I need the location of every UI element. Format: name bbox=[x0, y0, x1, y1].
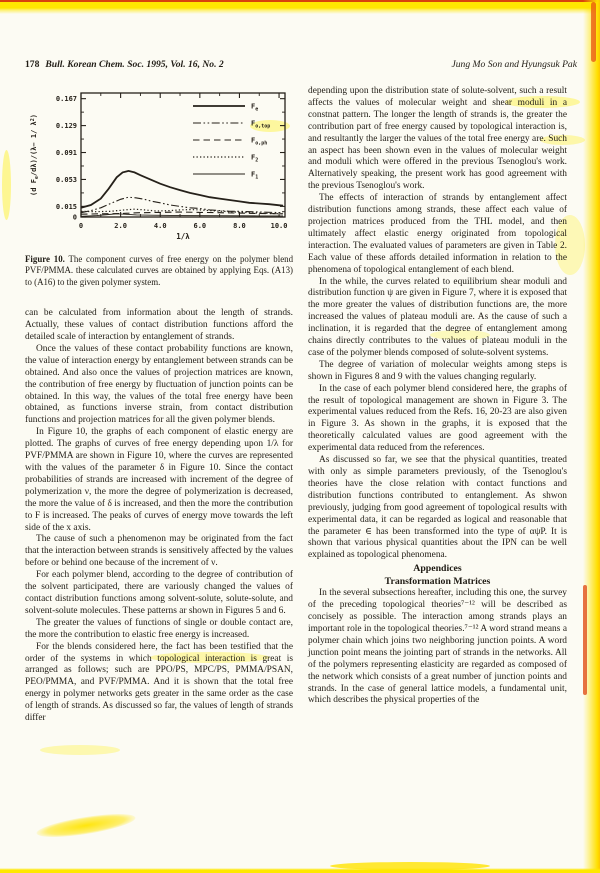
paragraph: In the several subsections hereafter, including this one, the survey of the preceding topological theories⁷⁻¹² will be described as concisely as possible. The interaction among strands plays an important role in the topological theories.⁷⁻¹² A word strand means a polymer chain which joins two neighboring junction points. A word junction point means the jointing part of strands in the networks. All of the polymers representing elasticity are regarded as composed of the network which consists of a great number of junction points and strands. In the case of general lattice models, a fundamental unit, which describes the physical properties of the bbox=[308, 588, 567, 706]
paragraph: In Figure 10, the graphs of each component of elastic energy are plotted. The graphs of curves of free energy depending upon 1/λ for PVF/PMMA are shown in Figure 10, where the curves are represented with the values of the parameter δ in Figure 10. Since the contact probabilities of strands are increased with increment of the degree of polymerization ν, the more the degree of polymerization is decreased, the more the value of δ is increased, and then the more the contribution to F is increased. The peaks of curves of energy move towards the left side of the x axis. bbox=[25, 427, 293, 533]
svg-text:Fo,ph: $F_{o,ph}$ bbox=[251, 136, 268, 147]
figure-label: Figure 10. bbox=[25, 254, 65, 264]
paragraph: The degree of variation of molecular weights among steps is shown in Figures 8 and 9 with the values changing regularly. bbox=[308, 359, 567, 382]
svg-text:8.0: 8.0 bbox=[233, 222, 246, 230]
highlight-bottom-edge bbox=[0, 868, 600, 873]
paragraph: In the case of each polymer blend considered here, the graphs of the result of topological management are shown in Figure 3. The experimental values reduced from the Refs. 16, 20-23 are also given in Figure 3. As shown in the graphs, it is exposed that the theoretically calculated values are good agreement with the experimental data reduced from the references. bbox=[308, 383, 567, 454]
svg-text:0: 0 bbox=[78, 222, 84, 230]
svg-text:2.0: 2.0 bbox=[114, 222, 127, 230]
svg-text:0.015: 0.015 bbox=[55, 202, 77, 211]
highlight-right-edge bbox=[583, 0, 600, 873]
series-Fo,top bbox=[81, 197, 283, 213]
figure-10-caption bbox=[25, 254, 293, 288]
svg-text:F1: $F_1$ bbox=[251, 170, 259, 181]
svg-text:0.167: 0.167 bbox=[55, 95, 77, 104]
paragraph: For each polymer blend, according to the degree of contribution of the solvent participated, there are variously changed the values of contact distribution functions among solvent-solute, solute-solute, and solvent-solute molecules. These patterns ar shown in Figures 5 and 6. bbox=[25, 570, 293, 616]
authors: Jung Mo Son and Hyungsuk Pak bbox=[451, 59, 577, 70]
red-streak-top bbox=[591, 2, 596, 62]
right-column bbox=[308, 86, 567, 707]
svg-text:6.0: 6.0 bbox=[193, 222, 207, 230]
highlighter-mark bbox=[2, 150, 11, 220]
figure-10-chart bbox=[25, 86, 293, 248]
appendix-heading-line2: Transformation Matrices bbox=[384, 576, 491, 588]
svg-text:0.129: 0.129 bbox=[55, 122, 77, 131]
appendix-heading-line1: Appendices bbox=[413, 563, 462, 575]
svg-text:0: 0 bbox=[72, 213, 77, 222]
paragraph: depending upon the distribution state of solute-solvent, such a result affects the values of molecular weight and shear moduli in a constnat pattern. The longer the length of strands is, the greater the contribution part of free energy caused by topological interaction is, and resultantly the larger the values of the total free energy are. Such an aspect has been shown even in the values of molecular weight and moduli which were offered in the previous Tsenoglou's work. Alternatively speaking, the present work has good agreement with the previous Tsenoglou's work. bbox=[308, 86, 567, 192]
paragraph: Once the values of these contact probability functions are known, the value of interaction energy by entanglement between strands can be obtained. And also once the values of projection matrices are known, the contribution of free energy by fluctuation of junction points can be obtained. In this way, the values of the total free energy have been obtained, as functions inverse strain, from contact distribution functions and projection matrices for all the given polymer blends. bbox=[25, 343, 293, 426]
running-head bbox=[25, 59, 577, 70]
page-number: 178 bbox=[25, 59, 40, 70]
red-streak bbox=[583, 585, 587, 695]
paragraph: can be calculated from information about the length of strands. Actually, these values of contact distribution functions afford the detailed scale of interaction by entanglement of strands. bbox=[25, 308, 293, 343]
appendix-heading bbox=[308, 562, 567, 588]
highlighter-mark bbox=[330, 862, 490, 870]
svg-text:(d Fe/dλ)/(λ− 1/ λ2): (d $F_e/d\lambda)/(\lambda- 1/$ $\lambda^2$) bbox=[30, 114, 40, 196]
highlighter-mark bbox=[35, 809, 136, 841]
svg-text:0.053: 0.053 bbox=[55, 175, 77, 184]
svg-text:10.0: 10.0 bbox=[270, 222, 288, 230]
paragraph: The greater the values of functions of single or double contact are, the more the contribution to elastic free energy is increased. bbox=[25, 617, 293, 640]
paragraph: As discussed so far, we see that the physical quantities, treated with only as simple parameters previously, of the Tsenoglou's theories have the close relation with contact functions and distribution functions contributed to entanglement. As shwon previously, judging from good agreement of topological results with experimental data, it can be regarded as logical and reasonable that the parameter ∈ has been transformed into the type of αψP. It is shown that various physical quantities about the IPN can be well explained as topological phenomena. bbox=[308, 455, 567, 561]
svg-text:0.091: 0.091 bbox=[55, 149, 77, 158]
paragraph: The cause of such a phenomenon may be originated from the fact that the interaction between strands is sensitively affected by the values before or behind one because of the increment of ν. bbox=[25, 534, 293, 569]
highlighter-mark bbox=[40, 745, 120, 755]
figure-10 bbox=[25, 86, 293, 288]
journal-title: Bull. Korean Chem. Soc. 1995, Vol. 16, No. 2 bbox=[45, 59, 224, 70]
paragraph: For the blends considered here, the fact has been testified that the order of the systems in which topological interaction is great is arranged as follows; such are PPO/PS, MPC/PS, PMMA/PSAN, PEO/PMMA, and PVF/PMMA. And it is shown that the total free energy in polymer networks gets greater in the same order as the case of length of strands. As discussed so far, the values of length of strands differ bbox=[25, 641, 293, 724]
left-column bbox=[25, 86, 293, 725]
paragraph: In the while, the curves related to equilibrium shear moduli and distribution function ψ are given in Figure 7, where it is exposed that the more greater the values of distribution functions are, the more increased the values of plateau moduli are. As the cause of such a inclination, it is regarded that the degree of entanglement among chains directly contributes to the values of plateau moduli in the case of the polymer blends composed of solute-solvent systems. bbox=[308, 276, 567, 358]
svg-text:Fe: $F_e$ bbox=[251, 102, 259, 113]
svg-text:Fo,top: $F_{o,top}$ bbox=[251, 119, 271, 130]
series-F1 bbox=[81, 214, 283, 217]
journal-citation bbox=[25, 59, 224, 70]
paragraph: The effects of interaction of strands by entanglement affect distribution functions among strands, these affect each value of projection matrices produced from the THL model, and then ultimately affect elastic energy originated from topological interaction. The evaluated values of parameters are given in Table 2. Each value of these affords detailed information in relation to the phenomena of topological entanglement of each blend. bbox=[308, 193, 567, 275]
highlight-top-edge bbox=[0, 0, 600, 14]
svg-text:4.0: 4.0 bbox=[153, 222, 167, 230]
svg-text:F2: $F_2$ bbox=[251, 153, 259, 164]
figure-caption-text: The component curves of free energy on the polymer blend PVF/PMMA. these calculated curves are obtained by applying Eqs. (A13) to (A16) to the given polymer system. bbox=[25, 254, 294, 287]
svg-text:1/λ: 1/λ bbox=[176, 232, 190, 241]
